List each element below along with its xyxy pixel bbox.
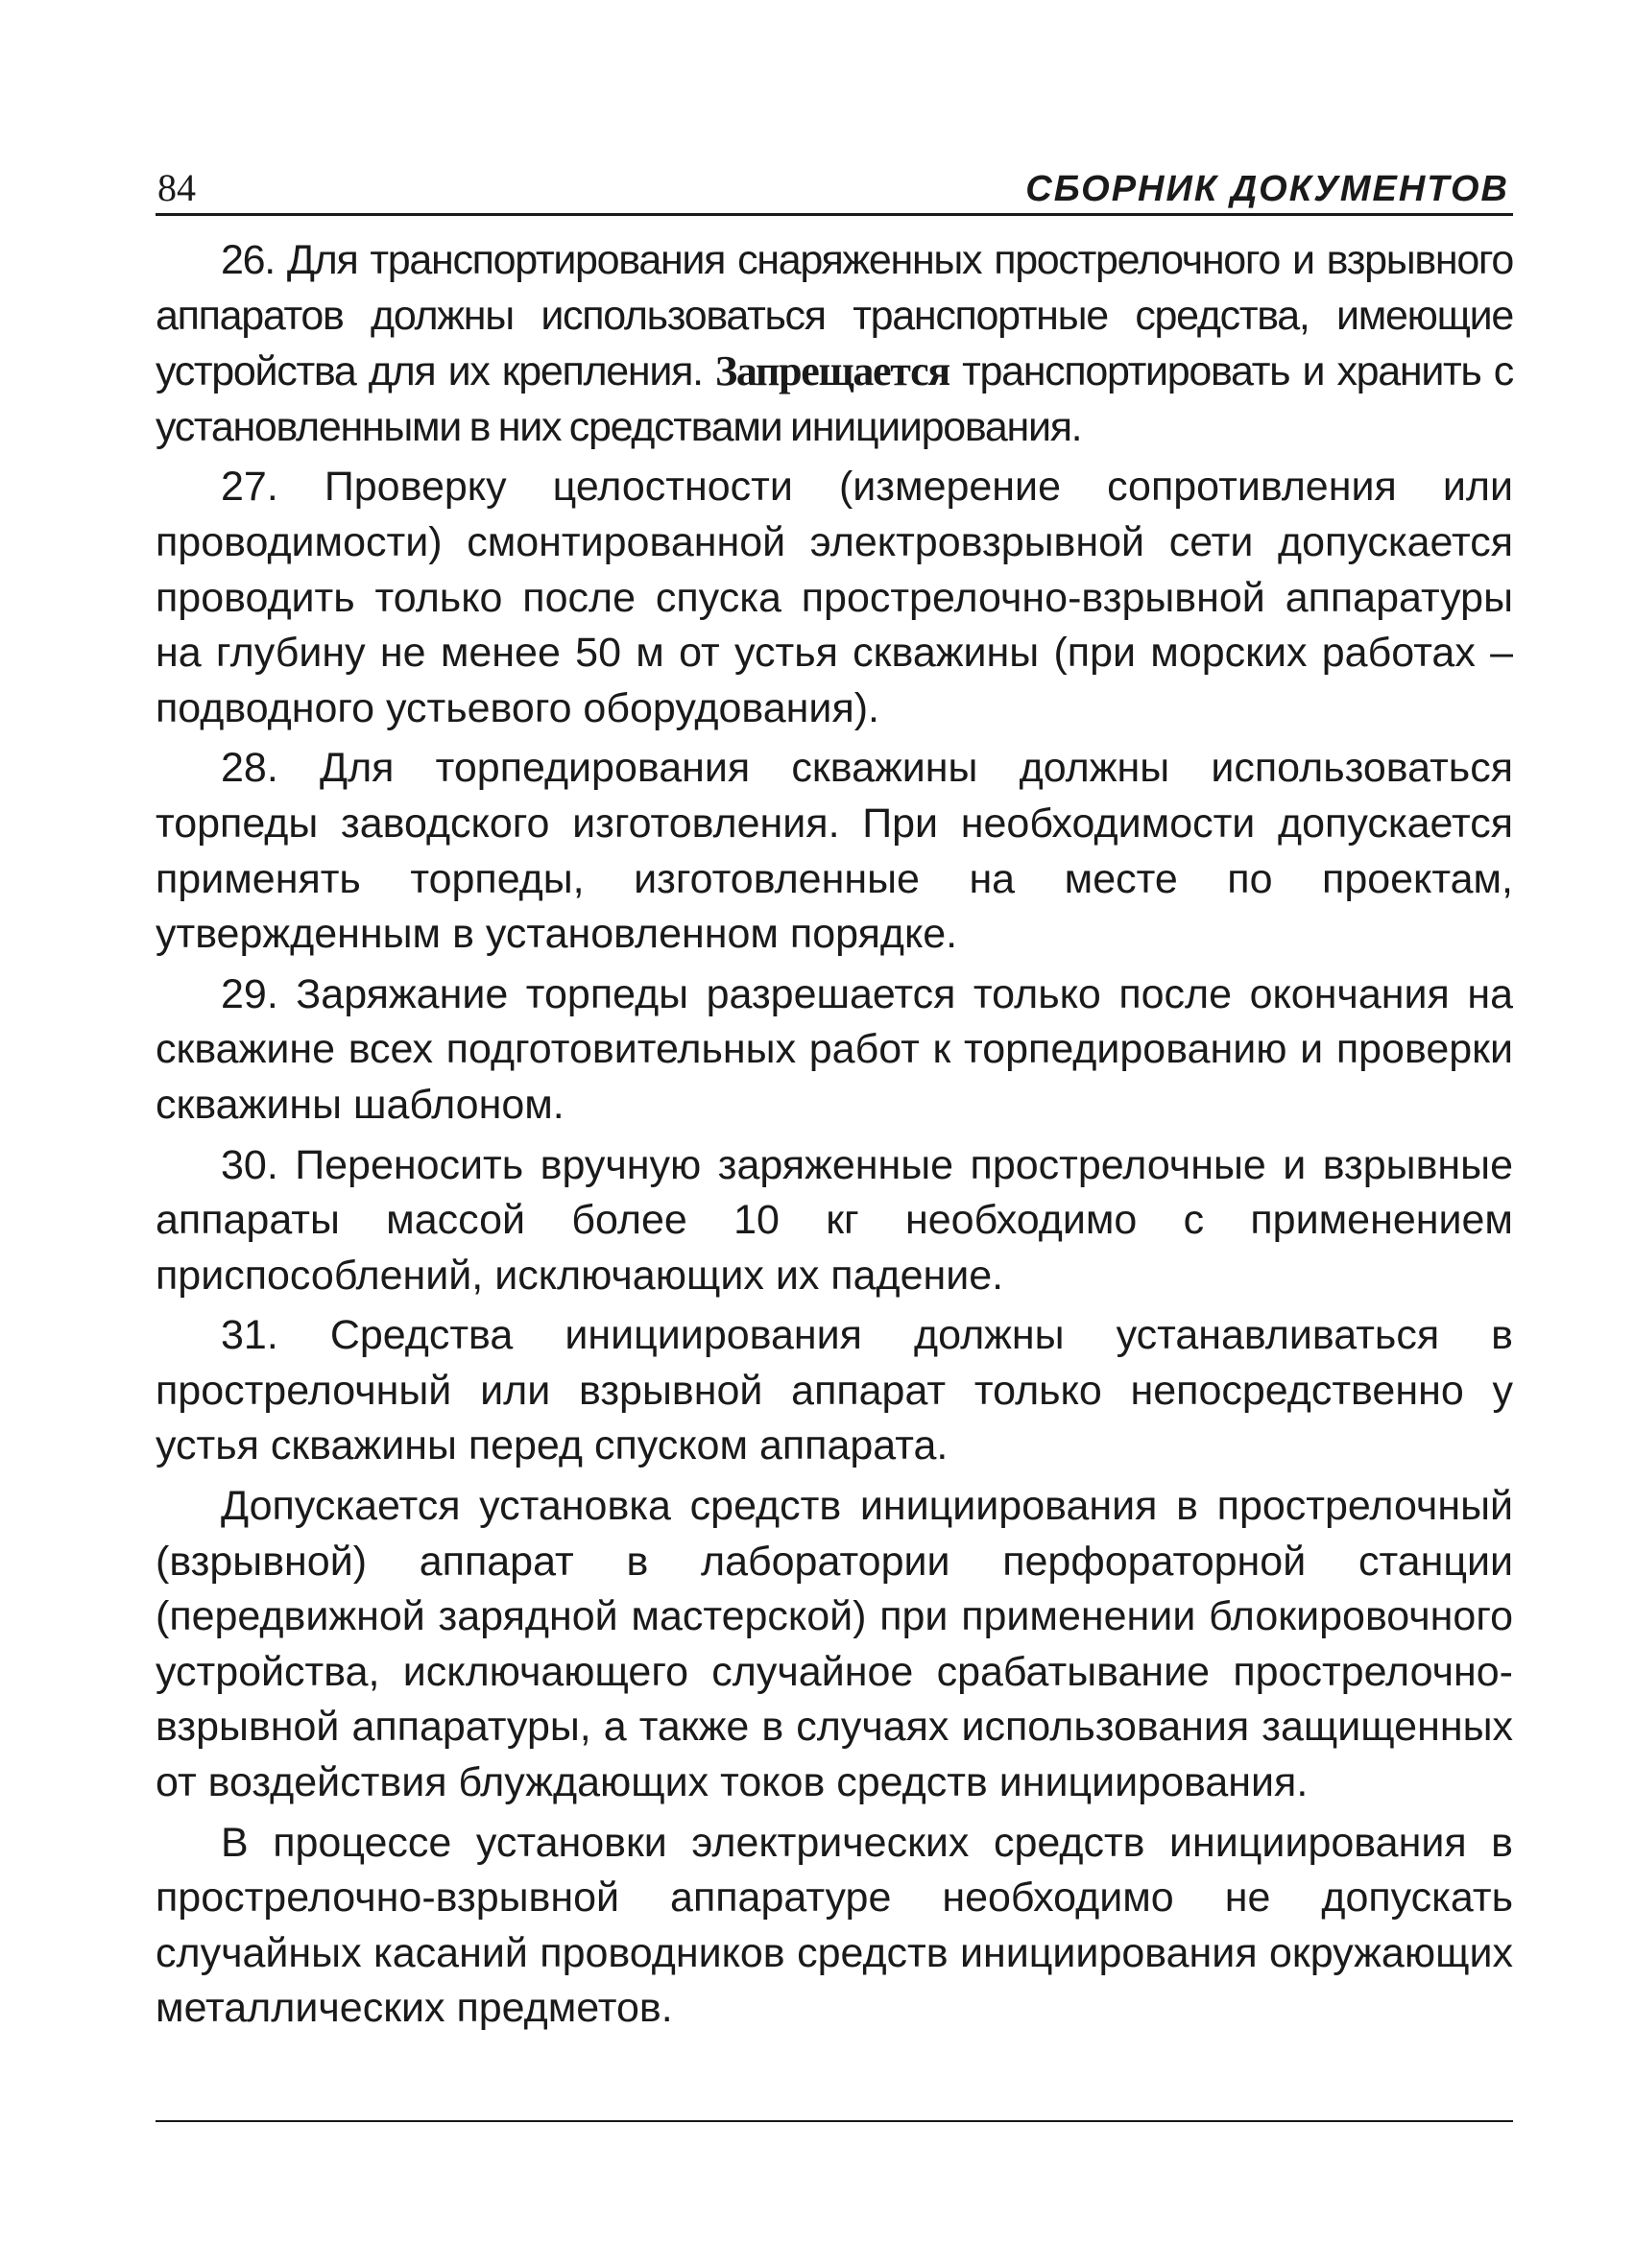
paragraph-26-text-before: 26. Для транспортирования снаряженных прострелочного и взрывного аппаратов должны использоваться транспортные средства, имеющие устройства для их крепления. [156, 237, 1513, 395]
paragraph-28: 28. Для торпедирования скважины должны использоваться торпеды заводского изготовления. При необходимости допускается применять торпеды, изготовленные на месте по проектам, утвержденным в установленном порядке. [156, 745, 1513, 958]
paragraph-26 [156, 233, 1513, 455]
page-number: 84 [157, 166, 196, 209]
paragraph-31-note: В процессе установки электрических средств инициирования в прострелочно-взрывной аппаратуре необходимо не допускать случайных касаний проводников средств инициирования окружающих металлических предметов. [156, 1819, 1513, 2032]
bottom-divider [156, 2120, 1513, 2122]
paragraph-30: 30. Переносить вручную заряженные прострелочные и взрывные аппараты массой более 10 кг необходимо с применением приспособлений, исключающих их падение. [156, 1141, 1513, 1299]
document-page [156, 154, 1513, 2041]
paragraph-31-addendum: Допускается установка средств инициирования в прострелочный (взрывной) аппарат в лаборатории перфораторной станции (передвижной зарядной мастерской) при применении блокировочного устройства, исключающего случайное срабатывание прострелочно-взрывной аппаратуры, а также в случаях использования защищенных от воздействия блуждающих токов средств инициирования. [156, 1483, 1513, 1806]
collection-title: СБОРНИК ДОКУМЕНТОВ [1025, 169, 1509, 209]
paragraph-27: 27. Проверку целостности (измерение сопротивления или проводимости) смонтированной электровзрывной сети допускается проводить только после спуска прострелочно-взрывной аппаратуры на глубину не менее 50 м от устья скважины (при морских работах – подводного устьевого оборудования). [156, 464, 1513, 731]
document-body [156, 233, 1513, 2037]
paragraph-29: 29. Заряжание торпеды разрешается только после окончания на скважине всех подготовительных работ к торпедированию и проверки скважины шаблоном. [156, 970, 1513, 1128]
paragraph-26-emphasis: Запрещается [714, 347, 949, 395]
running-header [156, 154, 1513, 216]
paragraph-31: 31. Средства инициирования должны устанавливаться в прострелочный или взрывной аппарат только непосредственно у устья скважины перед спуском аппарата. [156, 1312, 1513, 1469]
paragraph-26-text-after: транспортировать и хранить с установленными в них средствами инициирования. [156, 348, 1513, 450]
